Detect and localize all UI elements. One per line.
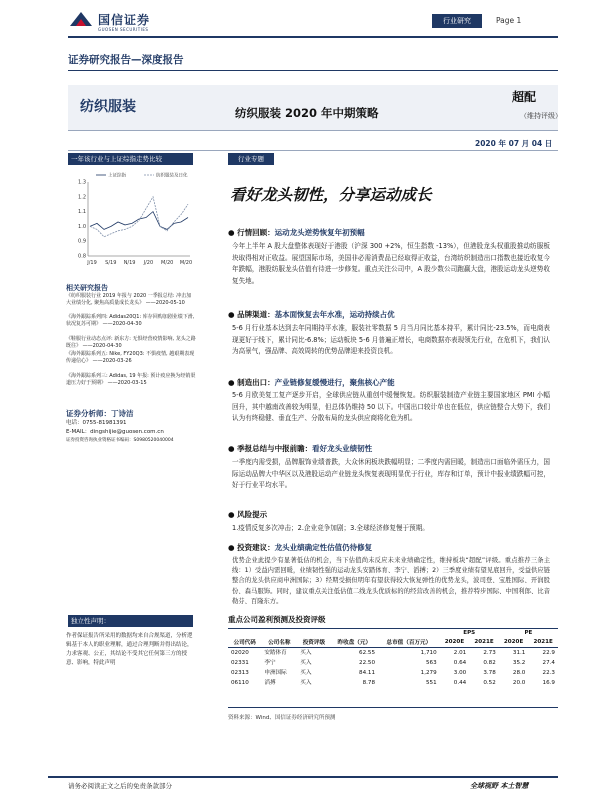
y-tick-label: 1.1 [78, 209, 86, 216]
table-cell: 0.64 [453, 660, 467, 666]
table-cell: 3.78 [483, 670, 496, 676]
table-cell: 申洲国际 [264, 670, 287, 676]
col-header: 2021E [469, 637, 499, 648]
section-heading: ● 投资建议：龙头业绩确定性估值仍待修复 [228, 543, 373, 552]
rating: 超配 [512, 90, 537, 104]
x-tick-label: J/19 [87, 260, 97, 266]
industry-name: 纺织服装 [80, 99, 136, 115]
company-logo-text: 国信证券 [98, 13, 151, 27]
rating-note: （维持评级） [520, 112, 562, 120]
table-cell: 02313 [231, 670, 249, 676]
series-divider [68, 70, 558, 71]
table-cell: 买入 [300, 670, 312, 676]
report-series: 证券研究报告—深度报告 [68, 54, 184, 66]
section-heading: ● 季报总结与中报前瞻：看好龙头业绩韧性 [228, 444, 373, 453]
section-paragraph: 5-6 月行业基本达到去年同期持平水准，服装社零数据 5 月当月同比基本持平，累计同比-23.5%，而电商表现更好于线下，累计同比-6.8%；运动板块 5-6 月普遍正增长，电商数据亦表现领先行业，在危机下，我们认为高景气，强品牌、高效周转的优势品牌迎来投资良机。 [232, 324, 550, 356]
table-cell: 买入 [300, 650, 312, 656]
email-link[interactable]: dingshijie@guosen.com.cn [90, 429, 164, 435]
section-paragraph: 优势企业此提少有显著低估的机会，当下估值尚未反应未来业绩确定性，维持板块“超配”评级。重点推荐三条主线：1）受益内需回暖，业绩韧性强的运动龙头安踏体育、李宁、滔搏；2）三季度业绩有望见底回升，受益供应链整合的龙头供应商申洲国际；3）经期受损但明年有望获得较大恢复弹性的优势龙头，波司登、宝胜国际、开润股份、森马服饰。同时，建议重点关注低估值二线龙头优质标的的经营改善的机会，推荐特步国际、中国利郎、比音勒芬、百隆东方。 [232, 557, 550, 605]
certificate-number: 证券投资咨询执业资格证书编码：S0980520040004 [66, 438, 174, 443]
section-heading: ● 行情回顾：运动龙头逆势恢复年初预幅 [228, 228, 365, 237]
y-tick-label: 0.8 [78, 253, 86, 260]
table-cell: 28.0 [512, 670, 526, 676]
section-heading: ● 品牌渠道：基本面恢复去年水准，运动持续占优 [228, 310, 395, 319]
related-report[interactable]: 《纺织服装行业 2019 年报与 2020 一季报总结: 冲击加大业绩分化, 聚焦高质量成长龙头》 ——2020-05-10 [66, 293, 192, 306]
col-header: 公司代码 [228, 637, 261, 648]
related-report[interactable]: 《鞋服行业动态点评: 新东方: 无惧经营疫情影响, 龙头之路既往》 ——2020-04-30 [66, 336, 196, 349]
x-tick-label: S/19 [105, 260, 117, 266]
y-tick-label: 1.0 [78, 223, 86, 230]
table-cell: 35.2 [512, 660, 526, 666]
forecast-table [228, 628, 558, 688]
table-bottom-rule [228, 707, 558, 708]
table-cell: 563 [425, 660, 437, 666]
table-cell: 1,279 [420, 670, 437, 676]
page-number: Page 1 [496, 16, 522, 25]
col-header: 总市值（百万元） [378, 637, 440, 648]
section-paragraph: 1.疫情反复多次冲击；2.企业竞争加剧；3.全球经济修复慢于预期。 [232, 524, 429, 532]
company-logo-subtext: GUOSEN SECURITIES [98, 27, 149, 32]
email-label: E-MAIL： [66, 429, 91, 435]
related-report[interactable]: 《海外跟踪系列三: Adidas, 19 年报: 预计疫应换为经销渠道压力好于预期》 ——2020-03-15 [66, 373, 196, 386]
header-divider [68, 36, 558, 38]
table-cell: 27.4 [542, 660, 555, 666]
table-cell: 84.11 [359, 670, 376, 676]
col-header: 投资评级 [297, 637, 330, 648]
table-cell: 8.78 [362, 680, 376, 686]
footer-divider [48, 776, 558, 778]
table-cell: 31.1 [512, 650, 526, 656]
table-cell: 22.9 [542, 650, 555, 656]
table-cell: 3.00 [453, 670, 467, 676]
y-tick-label: 1.2 [78, 194, 86, 201]
table-title: 重点公司盈利预测及投资评级 [228, 615, 326, 624]
independence-statement: 作者保证报告所采用的数据均来自合规渠道，分析逻辑基于本人的职业理解，通过合理判断并得出结论，力求客观、公正，其结论不受其它任何第三方的授意、影响，特此声明 [66, 633, 193, 666]
table-cell: 李宁 [264, 660, 276, 666]
table-cell: 62.55 [359, 650, 376, 656]
section-paragraph: 一季度内需受损，品牌服饰业绩普跌，大众休闲板块跌幅明显；二季度内需回暖，制造出口面临外需压力，国际运动品牌大中华区以及港股运动产业链龙头恢复表现明显优于行业，库存和订单，预计中报业绩跌幅可控，好于行业平均水平。 [232, 458, 550, 490]
col-header: 2020E [499, 637, 529, 648]
table-cell: 0.52 [483, 680, 496, 686]
table-cell: 02020 [231, 650, 249, 656]
section-paragraph: 今年上半年 A 股大盘整体表现好于港股（沪深 300 +2%，恒生指数 -13%），但港股龙头权重股推动纺服板块取得相对正收益。展望国际市场，美国非必需消费品已经取得正收益，台湾纺织制造出口指数也接近收复今年跌幅，港股纺服龙头估值有待进一步修复。重点关注公司中，A 股少数公司跑赢大盘，港股运动龙头逆势收复失地。 [232, 242, 550, 285]
table-cell: 滔搏 [264, 680, 276, 686]
statement-heading: 独立性声明： [68, 615, 193, 627]
footer-disclaimer: 请务必阅读正文之后的免责条款部分 [68, 782, 172, 790]
related-reports-title: 相关研究报告 [66, 284, 108, 292]
table-cell: 551 [425, 680, 437, 686]
analyst-email [66, 428, 164, 436]
series-line [90, 212, 188, 230]
table-cell: 安踏体育 [264, 650, 287, 656]
table-row [228, 668, 558, 678]
analyst-phone: 电话：0755-81981391 [66, 420, 127, 426]
table-cell: 买入 [300, 680, 312, 686]
table-cell: 0.82 [483, 660, 496, 666]
related-report[interactable]: 《海外跟踪系列四: Adidas20Q1: 库存回购加剧业绩下滑, 状况复苏可期》 ——2020-04-30 [66, 314, 195, 327]
table-cell: 2.73 [483, 650, 496, 656]
table-cell: 22.50 [359, 660, 376, 666]
logo-icon [68, 10, 94, 28]
eps-group-header: EPS [440, 629, 499, 638]
y-tick-label: 1.3 [78, 179, 86, 186]
topic-tag: 行业专题 [228, 153, 274, 165]
section-paragraph: 5-6 月欧美复工复产逐步开启，全球供应链从重创中缓慢恢复。纺织服装制造产业链主要国家地区 PMI 小幅回升，其中越南改善较为明显，但总体仍维持 50 以下。中国出口较计单也在低位，供应链整合大势下，我们认为有终稳健、垂直生产、分散布局的龙头供应商将化危为机。 [232, 391, 550, 423]
table-cell: 1,710 [420, 650, 437, 656]
series-line [90, 197, 188, 237]
section-heading: ● 风险提示 [228, 510, 268, 519]
legend-label: 纺织服装及日化 [156, 173, 188, 179]
col-header: 2020E [440, 637, 470, 648]
section-heading: ● 制造出口：产业链修复缓慢进行，聚焦核心产能 [228, 378, 395, 387]
x-tick-label: M/20 [161, 260, 174, 266]
trend-chart [68, 170, 193, 270]
table-cell: 20.0 [512, 680, 526, 686]
report-date: 2020 年 07 月 04 日 [475, 139, 553, 148]
table-cell: 16.9 [542, 680, 555, 686]
x-tick-label: J/20 [143, 260, 154, 266]
table-row [228, 678, 558, 688]
table-cell: 0.44 [453, 680, 467, 686]
col-header: 公司名称 [261, 637, 297, 648]
report-title: 纺织服装 2020 年中期策略 [235, 106, 379, 120]
col-header: 昨收盘（元） [331, 637, 378, 648]
chart-heading: 一年该行业与上证综指走势比较 [68, 153, 193, 165]
headline: 看好龙头韧性，分享运动成长 [230, 186, 432, 204]
table-cell: 买入 [300, 660, 312, 666]
analyst-name: 证券分析师：丁诗洁 [66, 409, 134, 418]
table-row [228, 648, 558, 659]
date-divider [68, 150, 558, 151]
table-cell: 22.3 [542, 670, 555, 676]
legend-label: 上证综指 [108, 173, 126, 179]
table-row [228, 658, 558, 668]
footer-slogan: 全球视野 本土智慧 [470, 782, 529, 790]
x-tick-label: N/19 [123, 260, 136, 266]
related-report[interactable]: 《海外跟踪系列五: Nike, FY20Q3: 不惧疫情, 越艰期表现传递信心》 ——2020-03-26 [66, 351, 195, 364]
col-header: 2021E [528, 637, 558, 648]
pe-group-header: PE [499, 629, 558, 638]
table-cell: 2.01 [453, 650, 467, 656]
table-cell: 06110 [231, 680, 249, 686]
table-cell: 02331 [231, 660, 249, 666]
table-source: 资料来源：Wind、国信证券经济研究所预测 [228, 715, 336, 721]
y-tick-label: 0.9 [78, 238, 86, 245]
report-type-badge: 行业研究 [432, 14, 482, 28]
x-tick-label: M/20 [179, 260, 193, 266]
